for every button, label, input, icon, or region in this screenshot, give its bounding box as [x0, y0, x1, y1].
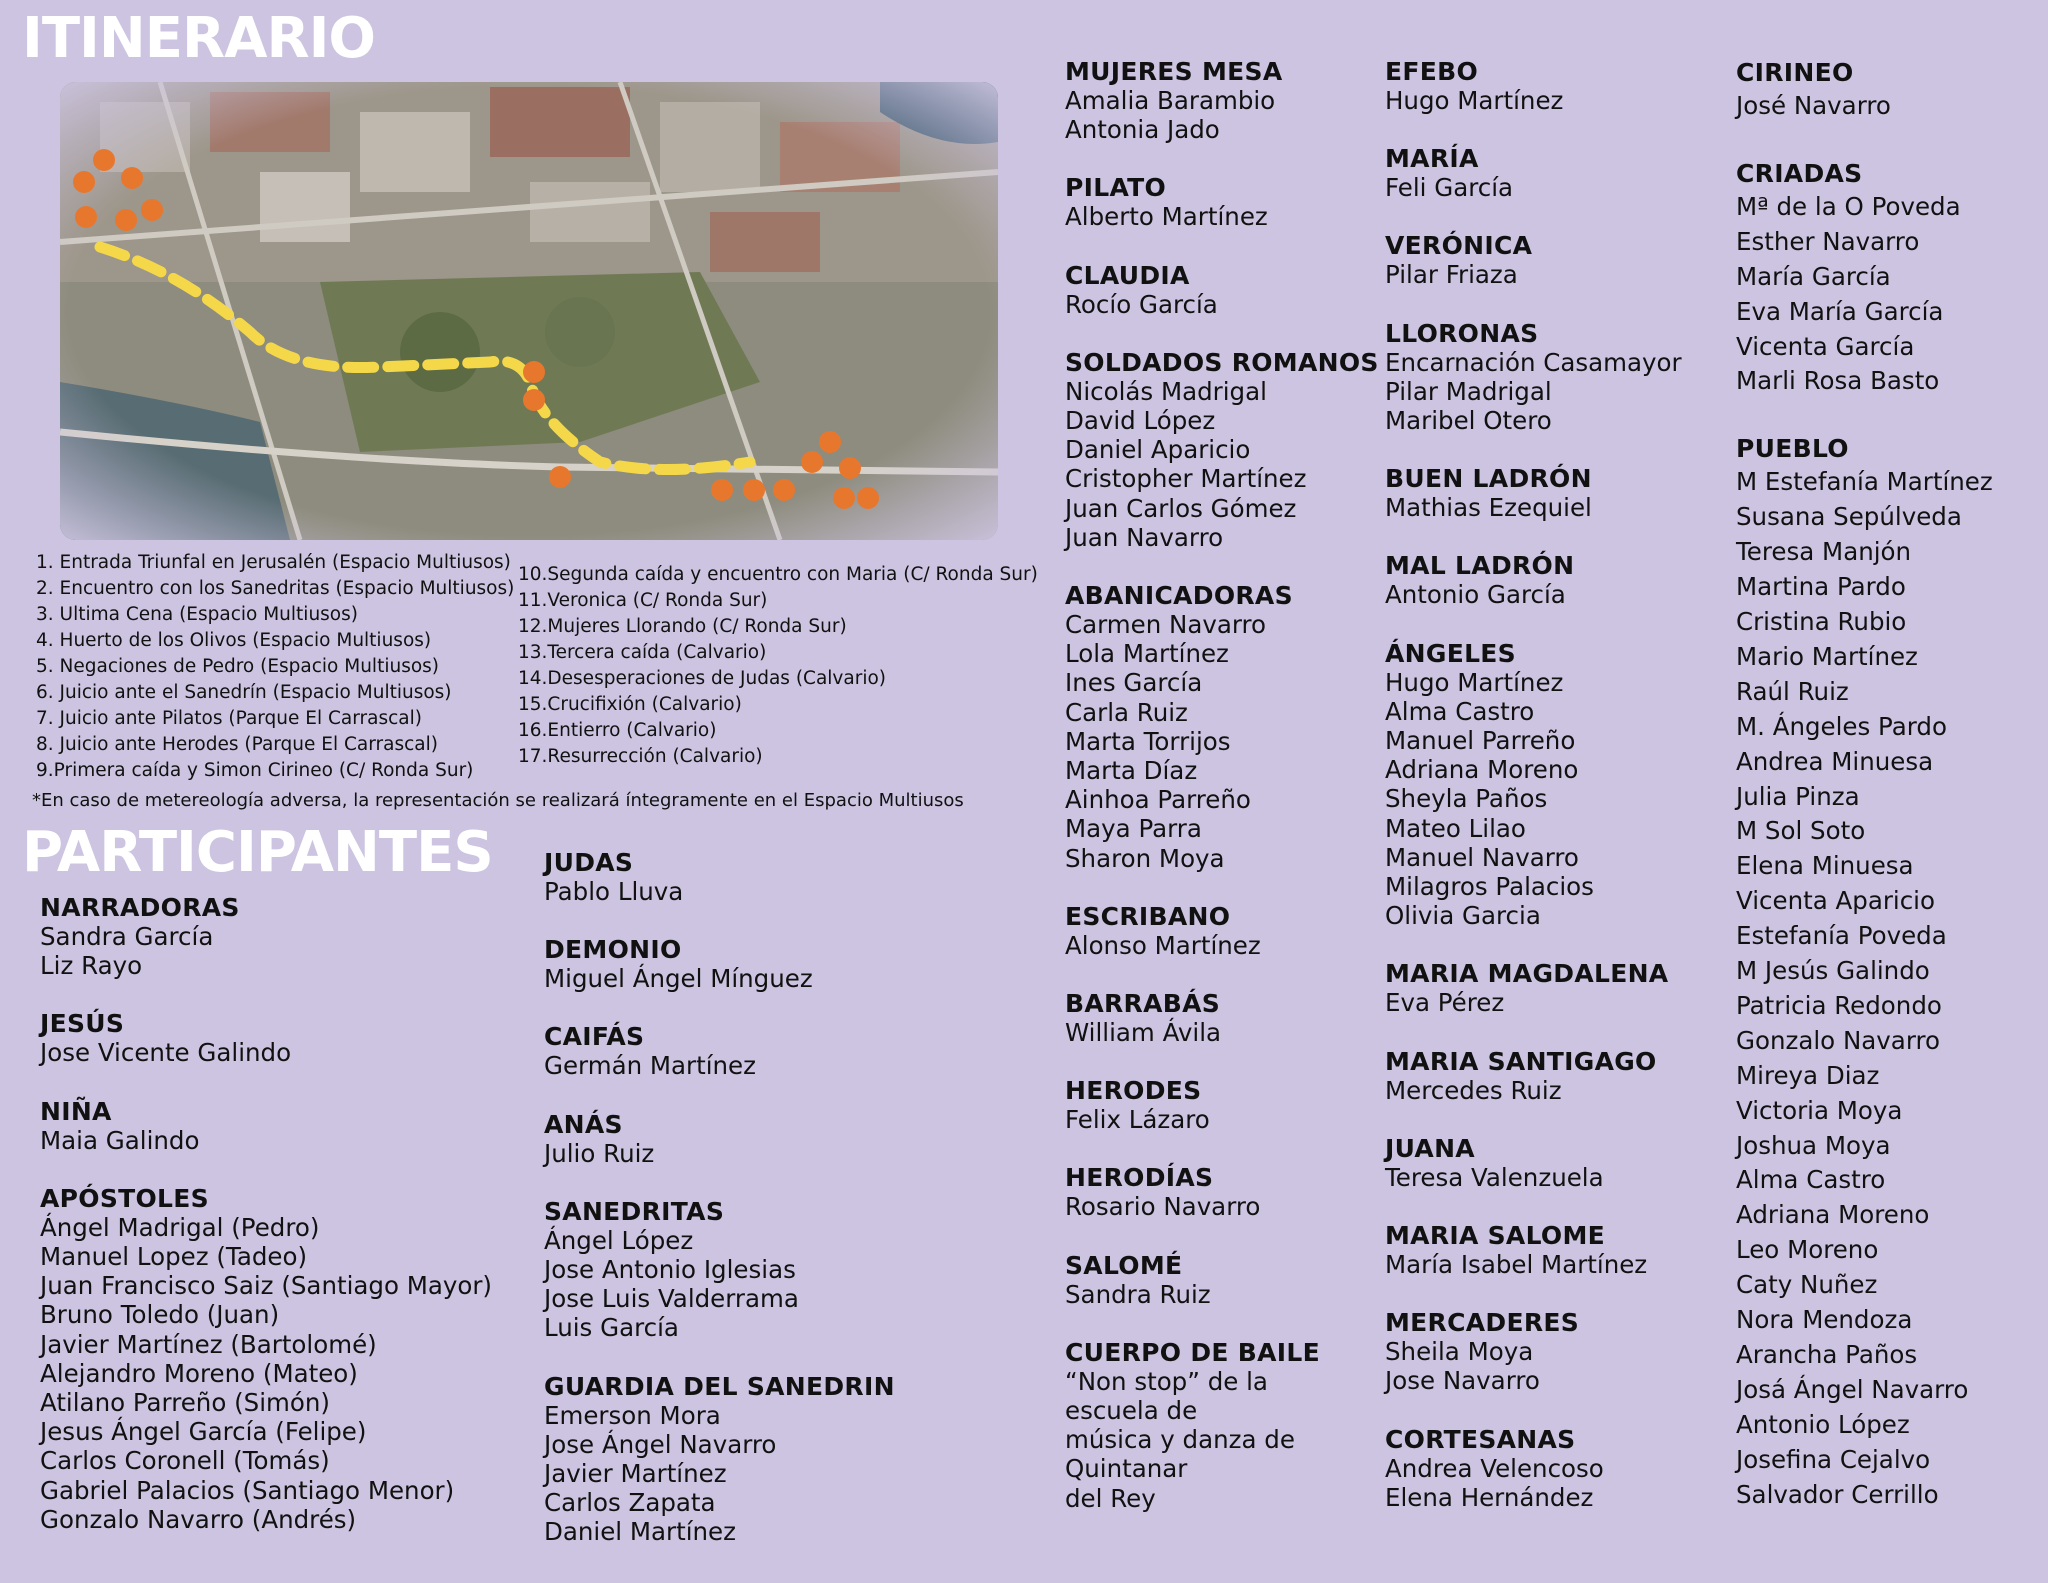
participant-name: Sheila Moya [1385, 1337, 1534, 1367]
participant-name: del Rey [1065, 1483, 1156, 1513]
role-title: ABANICADORAS [1065, 581, 1293, 611]
participant-name: Mireya Diaz [1736, 1060, 1880, 1090]
role-group [40, 1183, 492, 1534]
role-group [544, 935, 904, 993]
participant-name: M Estefanía Martínez [1736, 467, 1993, 497]
participant-name: Maribel Otero [1385, 406, 1552, 436]
participant-name: Salvador Cerrillo [1736, 1479, 1939, 1509]
participant-name: Raúl Ruiz [1736, 676, 1849, 706]
participant-name: Elena Hernández [1385, 1482, 1594, 1512]
participant-name: Manuel Navarro [1385, 842, 1579, 872]
participant-name: Caty Nuñez [1736, 1270, 1878, 1300]
role-group [544, 1110, 904, 1168]
participant-name: Rosario Navarro [1065, 1192, 1261, 1222]
route-stop: 16.Entierro (Calvario) [518, 720, 717, 741]
participant-name: Manuel Lopez (Tadeo) [40, 1242, 308, 1272]
role-title: EFEBO [1385, 57, 1479, 86]
participant-name: Gonzalo Navarro [1736, 1025, 1940, 1055]
map-marker-9 [549, 466, 571, 488]
participant-name: Vicenta García [1736, 331, 1915, 361]
role-title: NARRADORAS [40, 893, 240, 922]
participant-name: Marta Torrijos [1065, 726, 1231, 756]
map-marker-15 [819, 431, 841, 453]
role-group [1065, 1338, 1385, 1513]
participant-name: Nicolás Madrigal [1065, 376, 1267, 406]
role-title: ÁNGELES [1385, 638, 1516, 668]
participant-name: David López [1065, 406, 1216, 436]
participant-name: Ángel Madrigal (Pedro) [40, 1212, 320, 1242]
participant-name: “Non stop” de la [1065, 1366, 1268, 1396]
participants-column-4 [1385, 57, 1705, 1541]
route-stop: 7. Juicio ante Pilatos (Parque El Carrascal) [36, 708, 422, 729]
map-marker-8 [523, 361, 545, 383]
participant-name: Atilano Parreño (Simón) [40, 1388, 330, 1418]
participant-name: Javier Martínez (Bartolomé) [40, 1329, 377, 1359]
participant-name: Pilar Madrigal [1385, 376, 1552, 406]
role-group [1385, 319, 1705, 436]
participant-name: Cristina Rubio [1736, 606, 1907, 636]
participant-name: Jose Ángel Navarro [544, 1429, 777, 1459]
participant-name: Maya Parra [1065, 814, 1202, 844]
map-marker-10 [711, 479, 733, 501]
participant-name: Bruno Toledo (Juan) [40, 1300, 280, 1330]
participant-name: Mercedes Ruiz [1385, 1075, 1562, 1105]
route-stop: 2. Encuentro con los Sanedritas (Espacio Multiusos) [36, 578, 515, 599]
role-group [40, 1009, 400, 1067]
role-group [1065, 1076, 1385, 1134]
participant-name: Manuel Parreño [1385, 726, 1576, 756]
participant-name: Encarnación Casamayor [1385, 347, 1682, 377]
role-group [544, 1197, 904, 1343]
role-title: PILATO [1065, 173, 1167, 203]
role-group [1385, 231, 1705, 289]
participant-name: Elena Minuesa [1736, 851, 1914, 881]
participant-name: Alma Castro [1385, 696, 1535, 726]
participant-name: Daniel Martínez [544, 1517, 736, 1547]
participant-name: M Sol Soto [1736, 816, 1866, 846]
route-stop: 14.Desesperaciones de Judas (Calvario) [518, 668, 886, 689]
role-group [544, 1022, 904, 1080]
role-title: CUERPO DE BAILE [1065, 1337, 1321, 1367]
participant-name: Gabriel Palacios (Santiago Menor) [40, 1475, 455, 1505]
role-title: JESÚS [40, 1009, 125, 1039]
role-title: MERCADERES [1385, 1308, 1580, 1338]
role-group [1385, 551, 1705, 609]
participant-name: Rocío García [1065, 289, 1218, 319]
participant-name: Miguel Ángel Mínguez [544, 964, 813, 994]
participant-name: Hugo Martínez [1385, 667, 1564, 697]
participantes-title: PARTICIPANTES [22, 820, 493, 885]
participant-name: Adriana Moreno [1385, 755, 1579, 785]
role-title: CIRINEO [1736, 58, 1854, 87]
participant-name: Esther Navarro [1736, 226, 1920, 256]
participant-name: Carmen Navarro [1065, 610, 1267, 640]
participant-name: Sharon Moya [1065, 843, 1225, 873]
participant-name: Mario Martínez [1736, 641, 1918, 671]
map-marker-5 [115, 209, 137, 231]
role-group [1736, 433, 2048, 1512]
role-group [1065, 261, 1385, 319]
role-group [1385, 144, 1705, 202]
participant-name: Juan Navarro [1065, 522, 1224, 552]
role-group [40, 1097, 400, 1155]
route-stop: 6. Juicio ante el Sanedrín (Espacio Multiusos) [36, 682, 452, 703]
route-stop: 3. Ultima Cena (Espacio Multiusos) [36, 604, 358, 625]
role-group [1065, 1163, 1385, 1221]
participant-name: Javier Martínez [544, 1459, 727, 1489]
role-group [1065, 173, 1385, 231]
participant-name: Jose Luis Valderrama [544, 1284, 799, 1314]
participant-name: Antonio López [1736, 1409, 1910, 1439]
participant-name: Milagros Palacios [1385, 872, 1594, 902]
participant-name: María García [1736, 261, 1891, 291]
role-title: APÓSTOLES [40, 1183, 209, 1213]
participant-name: Marta Díaz [1065, 756, 1198, 786]
role-group [1385, 1308, 1705, 1395]
role-title: CRIADAS [1736, 158, 1863, 188]
route-stop: 11.Veronica (C/ Ronda Sur) [518, 590, 768, 611]
role-title: CORTESANAS [1385, 1424, 1576, 1454]
participant-name: Amalia Barambio [1065, 86, 1276, 115]
participant-name: Hugo Martínez [1385, 86, 1564, 115]
role-group [1385, 57, 1705, 115]
weather-note: *En caso de metereología adversa, la representación se realizará íntegramente en el Espacio Multiusos [32, 790, 964, 811]
role-title: SOLDADOS ROMANOS [1065, 347, 1379, 377]
role-title: MARÍA [1385, 144, 1479, 174]
participant-name: Lola Martínez [1065, 639, 1229, 669]
participant-name: Andrea Minuesa [1736, 746, 1934, 776]
participants-column-5 [1736, 57, 2048, 1547]
role-title: PUEBLO [1736, 434, 1849, 464]
participant-name: Alejandro Moreno (Mateo) [40, 1358, 358, 1388]
participant-name: Teresa Valenzuela [1385, 1162, 1604, 1192]
role-title: BUEN LADRÓN [1385, 464, 1592, 494]
participant-name: Antonia Jado [1065, 115, 1220, 145]
participant-name: Carla Ruiz [1065, 697, 1188, 727]
participant-name: Luis García [544, 1313, 679, 1343]
map-marker-4 [73, 171, 95, 193]
participant-name: José Navarro [1736, 91, 1891, 120]
map-marker-14 [833, 487, 855, 509]
role-title: HERODÍAS [1065, 1163, 1214, 1193]
route-stop: 9.Primera caída y Simon Cirineo (C/ Ronda Sur) [36, 760, 474, 781]
participant-name: Ines García [1065, 668, 1203, 698]
participant-name: Josá Ángel Navarro [1736, 1374, 1969, 1404]
role-title: CAIFÁS [544, 1022, 645, 1052]
participant-name: Joshua Moya [1736, 1130, 1891, 1160]
map-marker-13 [801, 451, 823, 473]
participant-name: Arancha Paños [1736, 1340, 1918, 1369]
map-marker-17 [839, 457, 861, 479]
role-group [1385, 639, 1705, 931]
route-stop: 15.Crucifixión (Calvario) [518, 694, 742, 715]
role-group [1736, 57, 2048, 124]
role-title: GUARDIA DEL SANEDRIN [544, 1371, 895, 1401]
role-group [1065, 581, 1385, 873]
route-stop: 12.Mujeres Llorando (C/ Ronda Sur) [518, 616, 847, 637]
map-marker-6 [141, 199, 163, 221]
participant-name: Andrea Velencoso [1385, 1453, 1604, 1483]
role-group [1065, 348, 1385, 552]
role-group [544, 1372, 904, 1547]
participant-name: Ainhoa Parreño [1065, 785, 1251, 815]
participant-name: Feli García [1385, 173, 1514, 203]
role-group [1385, 1425, 1705, 1512]
participant-name: Emerson Mora [544, 1400, 721, 1430]
participant-name: Juan Carlos Gómez [1065, 493, 1297, 523]
role-group [1065, 57, 1385, 144]
route-stop: 5. Negaciones de Pedro (Espacio Multiusos) [36, 656, 440, 677]
participant-name: Pablo Lluva [544, 877, 684, 906]
role-title: NIÑA [40, 1096, 112, 1126]
role-group [544, 848, 904, 906]
route-stop: 13.Tercera caída (Calvario) [518, 642, 767, 663]
role-group [1065, 1251, 1385, 1309]
map-marker-11 [743, 479, 765, 501]
participant-name: Cristopher Martínez [1065, 464, 1307, 494]
map-marker-1 [75, 206, 97, 228]
role-title: HERODES [1065, 1076, 1202, 1106]
role-title: MARIA SALOME [1385, 1221, 1606, 1251]
map-marker-2 [121, 167, 143, 189]
map-marker-12 [773, 479, 795, 501]
participant-name: Felix Lázaro [1065, 1105, 1210, 1135]
participant-name: Carlos Zapata [544, 1488, 716, 1518]
role-title: LLORONAS [1385, 318, 1539, 348]
participant-name: Leo Moreno [1736, 1235, 1879, 1265]
role-group [1385, 1134, 1705, 1192]
participant-name: Sandra Ruiz [1065, 1279, 1211, 1309]
participant-name: María Isabel Martínez [1385, 1250, 1648, 1280]
role-title: DEMONIO [544, 935, 682, 965]
role-title: JUANA [1385, 1133, 1475, 1163]
participant-name: Eva María García [1736, 296, 1944, 326]
participant-name: Victoria Moya [1736, 1095, 1903, 1125]
role-title: ESCRIBANO [1065, 901, 1231, 931]
role-group [1385, 959, 1705, 1017]
participant-name: Carlos Coronell (Tomás) [40, 1446, 330, 1476]
role-title: CLAUDIA [1065, 260, 1190, 290]
role-group [1065, 989, 1385, 1047]
participant-name: Ángel López [544, 1225, 694, 1255]
role-group [1385, 1047, 1705, 1105]
participant-name: Estefanía Poveda [1736, 921, 1947, 951]
route-stop: 1. Entrada Triunfal en Jerusalén (Espacio Multiusos) [36, 552, 511, 573]
role-title: SANEDRITAS [544, 1196, 725, 1226]
participant-name: Susana Sepúlveda [1736, 502, 1962, 532]
role-title: BARRABÁS [1065, 989, 1221, 1019]
role-group [40, 893, 400, 980]
map-marker-7 [523, 389, 545, 411]
participant-name: Sandra García [40, 922, 214, 951]
participant-name: Liz Rayo [40, 951, 143, 981]
itinerario-title: ITINERARIO [22, 6, 376, 71]
route-stop: 17.Resurrección (Calvario) [518, 746, 763, 767]
participant-name: Antonio García [1385, 580, 1566, 610]
participant-name: Jose Navarro [1385, 1366, 1540, 1396]
participant-name: Gonzalo Navarro (Andrés) [40, 1504, 357, 1534]
participants-column-2 [544, 848, 904, 1576]
participant-name: Mathias Ezequiel [1385, 493, 1592, 523]
participant-name: Juan Francisco Saiz (Santiago Mayor) [40, 1271, 492, 1301]
participant-name: Patricia Redondo [1736, 990, 1942, 1020]
role-group [1065, 902, 1385, 960]
participant-name: Julio Ruiz [544, 1138, 655, 1168]
participant-name: Germán Martínez [544, 1051, 756, 1081]
participant-name: M Jesús Galindo [1736, 956, 1930, 986]
role-title: JUDAS [544, 848, 634, 877]
role-title: MUJERES MESA [1065, 57, 1283, 86]
participant-name: Vicenta Aparicio [1736, 886, 1935, 916]
participants-column-1 [40, 893, 492, 1563]
participant-name: Maia Galindo [40, 1125, 200, 1155]
role-title: MARIA SANTIGAGO [1385, 1046, 1657, 1076]
participant-name: Alberto Martínez [1065, 202, 1268, 232]
participant-name: Jesus Ángel García (Felipe) [40, 1417, 367, 1447]
participant-name: escuela de [1065, 1396, 1198, 1426]
participant-name: Nora Mendoza [1736, 1305, 1913, 1335]
participant-name: Martina Pardo [1736, 572, 1906, 602]
participant-name: Mateo Lilao [1385, 813, 1526, 843]
route-stops-list-right [518, 562, 1038, 770]
participant-name: Teresa Manjón [1736, 537, 1912, 567]
route-stop: 4. Huerto de los Olivos (Espacio Multiusos) [36, 630, 432, 651]
participant-name: Jose Antonio Iglesias [544, 1255, 796, 1285]
route-stops-list-left [36, 550, 514, 784]
participant-name: Julia Pinza [1736, 781, 1860, 811]
participant-name: Marli Rosa Basto [1736, 366, 1940, 396]
participant-name: música y danza de [1065, 1425, 1295, 1455]
participant-name: Quintanar [1065, 1454, 1188, 1484]
participant-name: Eva Pérez [1385, 988, 1505, 1018]
role-title: VERÓNICA [1385, 231, 1533, 261]
map-marker-16 [857, 487, 879, 509]
participant-name: Mª de la O Poveda [1736, 191, 1961, 221]
role-group [1736, 158, 2048, 399]
participant-name: Pilar Friaza [1385, 260, 1518, 290]
participant-name: Sheyla Paños [1385, 784, 1548, 814]
participant-name: Adriana Moreno [1736, 1200, 1930, 1230]
participant-name: Olivia Garcia [1385, 901, 1541, 931]
participant-name: Daniel Aparicio [1065, 435, 1251, 465]
participants-column-3 [1065, 57, 1385, 1542]
participant-name: Alonso Martínez [1065, 930, 1261, 960]
participant-name: William Ávila [1065, 1018, 1222, 1048]
role-title: MARIA MAGDALENA [1385, 959, 1669, 989]
route-map [60, 82, 998, 540]
participant-name: Jose Vicente Galindo [40, 1038, 292, 1068]
role-title: SALOMÉ [1065, 1250, 1183, 1280]
participant-name: M. Ángeles Pardo [1736, 711, 1947, 741]
role-title: ANÁS [544, 1109, 623, 1139]
route-stop: 10.Segunda caída y encuentro con Maria (C/ Ronda Sur) [518, 564, 1038, 585]
role-title: MAL LADRÓN [1385, 551, 1575, 581]
role-group [1385, 1221, 1705, 1279]
participant-name: Alma Castro [1736, 1165, 1886, 1195]
route-stop: 8. Juicio ante Herodes (Parque El Carrascal) [36, 734, 438, 755]
role-group [1385, 464, 1705, 522]
participant-name: Josefina Cejalvo [1736, 1444, 1931, 1474]
map-marker-3 [93, 149, 115, 171]
